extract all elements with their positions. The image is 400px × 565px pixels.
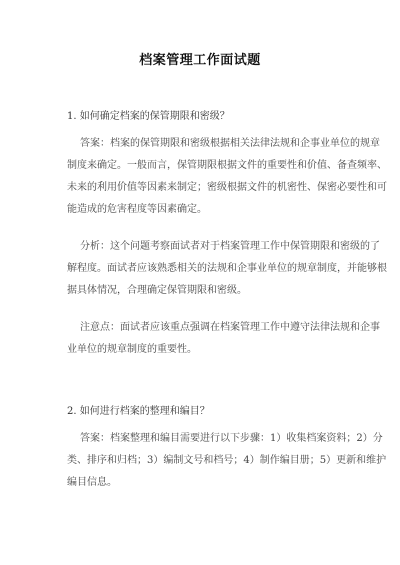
q1-answer-line-4: 能造成的危害程度等因素确定。 (67, 204, 207, 215)
q1-analysis-line-1: 分析：这个问题考察面试者对于档案管理工作中保管期限和密级的了 (80, 241, 380, 252)
q1-answer (67, 133, 387, 221)
q1-note (67, 317, 380, 361)
q1-note-line-2: 业单位的规章制度的重要性。 (67, 344, 197, 355)
q2-answer-line-2: 类、排序和归档；3）编制文号和档号；4）制作编目册；5）更新和维护 (67, 455, 387, 466)
q1-answer-line-2: 制度来确定。一般而言，保管期限根据文件的重要性和价值、备查频率、 (67, 160, 387, 171)
q2-answer-line-3: 编目信息。 (67, 477, 117, 488)
q1-answer-line-3: 未来的利用价值等因素来制定；密级根据文件的机密性、保密必要性和可 (67, 182, 387, 193)
q2-answer-line-1: 答案：档案整理和编目需要进行以下步骤：1）收集档案资料；2）分 (80, 433, 383, 444)
document-title: 档案管理工作面试题 (139, 53, 261, 68)
q1-answer-line-1: 答案：档案的保管期限和密级根据相关法律法规和企事业单位的规章 (80, 138, 380, 149)
question-2: 2. 如何进行档案的整理和编目？ (67, 406, 210, 417)
q1-analysis (67, 236, 387, 302)
q1-analysis-line-3: 据具体情况，合理确定保管期限和密级。 (67, 285, 247, 296)
q1-note-line-1: 注意点：面试者应该重点强调在档案管理工作中遵守法律法规和企事 (80, 322, 380, 333)
q2-answer (67, 428, 387, 494)
question-1: 1. 如何确定档案的保管期限和密级？ (67, 111, 230, 122)
q1-analysis-line-2: 解程度。面试者应该熟悉相关的法规和企事业单位的规章制度，并能够根 (67, 263, 387, 274)
